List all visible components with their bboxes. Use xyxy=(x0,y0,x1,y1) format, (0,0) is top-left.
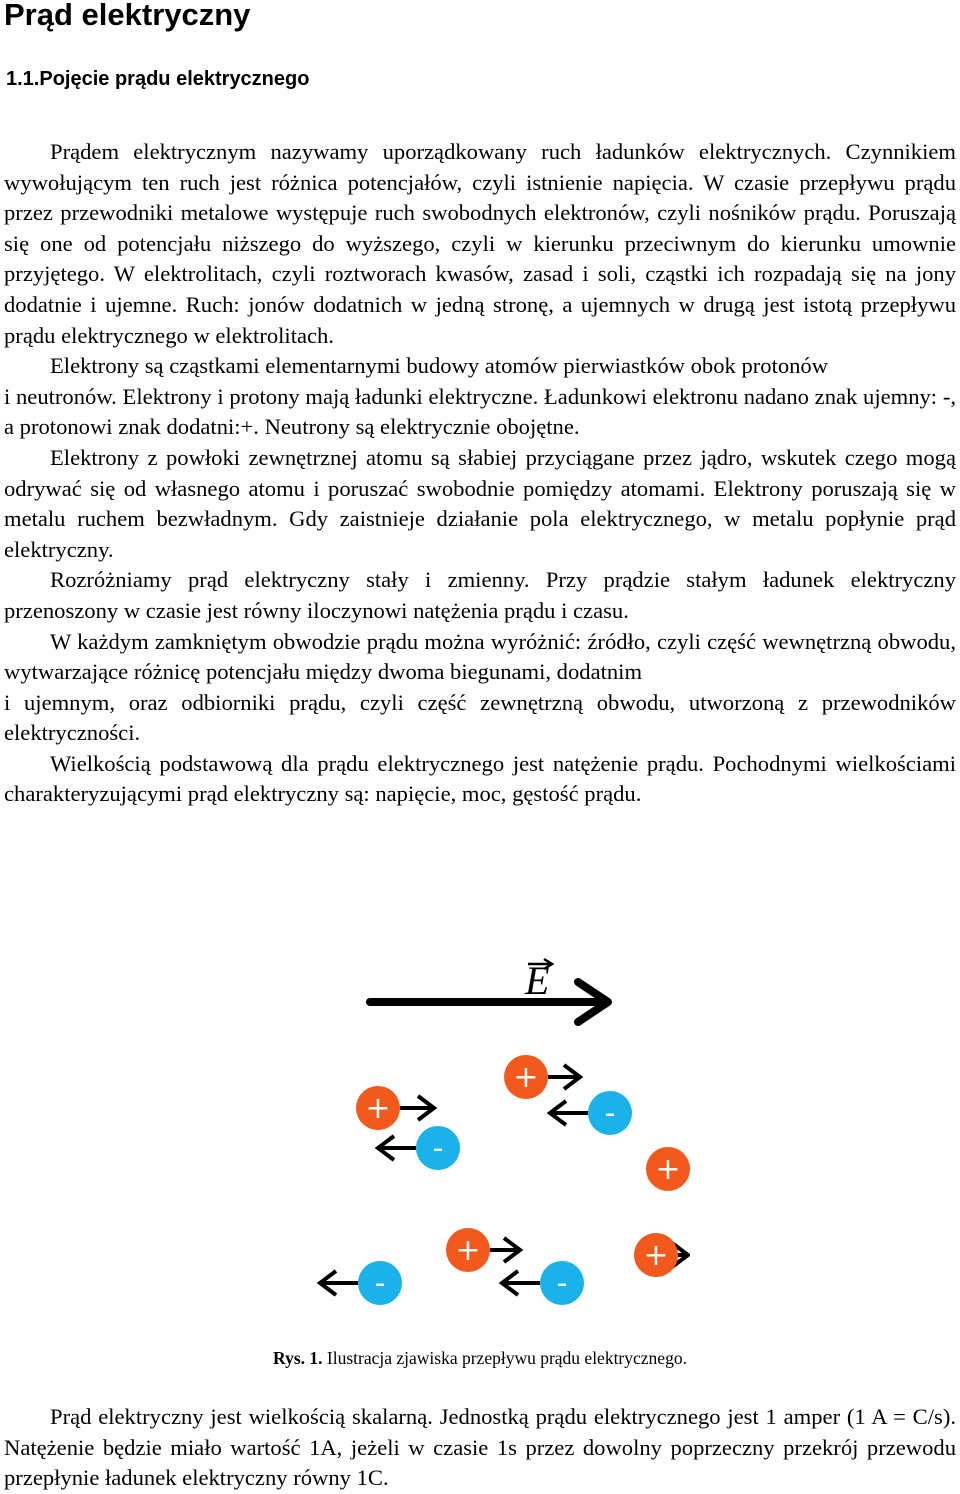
svg-text:+: + xyxy=(365,1091,391,1126)
positive-charge-5 xyxy=(634,1233,688,1277)
negative-charge-3 xyxy=(320,1261,402,1305)
paragraph-free-electrons: Elektrony z powłoki zewnętrznej atomu są słabiej przyciągane przez jądro, wskutek czego mogą odrywać się od własnego atomu i poruszać swobodnie pomiędzy atomami. Elektrony poruszają się w metalu ruchem bezwładnym. Gdy zaistnieje działanie pola elektrycznego, w metalu popłynie prąd elektryczny. xyxy=(4,444,956,562)
negative-charge-4 xyxy=(502,1261,584,1305)
paragraph-quantities: Wielkością podstawową dla prądu elektrycznego jest natężenie prądu. Pochodnymi wielkościami charakteryzującymi prąd elektryczny są: napięcie, moc, gęstość prądu. xyxy=(4,750,956,807)
positive-charge-1 xyxy=(356,1086,434,1130)
paragraph-circuit-receivers: i ujemnym, oraz odbiorniki prądu, czyli część zewnętrzną obwodu, utworzoną z przewodników elektryczności. xyxy=(4,689,956,746)
current-flow-figure xyxy=(310,950,690,1320)
paragraph-electrons-intro: Elektrony są cząstkami elementarnymi budowy atomów pierwiastków obok protonów xyxy=(50,353,829,379)
svg-text:+: + xyxy=(513,1060,539,1095)
figure-caption xyxy=(0,1347,960,1369)
section-heading: 1.1.Pojęcie prądu elektrycznego xyxy=(6,68,310,90)
paragraph-unit-ampere: Prąd elektryczny jest wielkością skalarną. Jednostką prądu elektrycznego jest 1 amper (1 A = C/s). Natężenie będzie miało wartość 1A, jeżeli w czasie 1s przez dowolny poprzeczny przekrój przewodu przepłynie ładunek elektryczny równy 1C. xyxy=(4,1404,956,1491)
field-symbol: E xyxy=(525,958,550,1003)
negative-sign: - xyxy=(374,1266,386,1301)
paragraph-current-definition: Prądem elektrycznym nazywamy uporządkowany ruch ładunków elektrycznych. Czynnikiem wywołującym ten ruch jest różnica potencjałów, czyli istnienie napięcia. W czasie przepływu prądu przez przewodniki metalowe występuje ruch swobodnych elektronów, czyli nośników prądu. Poruszają się one od potencjału niższego do wyższego, czyli w kierunku przeciwnym do kierunku umownie przyjętego. W elektrolitach, czyli roztworach kwasów, zasad i soli, cząstki ich rozpadają się na jony dodatnie i ujemne. Ruch: jonów dodatnich w jedną stronę, a ujemnych w drugą jest istotą przepływu prądu elektrycznego w elektrolitach. xyxy=(4,139,956,348)
negative-sign: - xyxy=(432,1131,444,1166)
negative-charge-1 xyxy=(550,1091,632,1135)
positive-charge-3 xyxy=(646,1147,690,1191)
page-title: Prąd elektryczny xyxy=(4,0,251,32)
negative-sign: - xyxy=(556,1266,568,1301)
positive-charge-4 xyxy=(446,1228,520,1272)
paragraph-dc-ac: Rozróżniamy prąd elektryczny stały i zmienny. Przy prądzie stałym ładunek elektryczny przenoszony w czasie jest równy iloczynowi natężenia prądu i czasu. xyxy=(4,567,956,623)
figure-caption-label: Rys. 1. xyxy=(273,1348,323,1368)
positive-charge-2 xyxy=(504,1055,580,1099)
positive-sign: + xyxy=(655,1152,681,1187)
positive-sign: + xyxy=(455,1233,481,1268)
positive-sign: + xyxy=(643,1238,669,1273)
text-block-top xyxy=(4,137,956,810)
text-block-bottom xyxy=(4,1402,956,1494)
negative-charge-2 xyxy=(378,1126,460,1170)
current-flow-diagram xyxy=(310,950,690,1320)
paragraph-circuit-source: W każdym zamkniętym obwodzie prądu można wyróżnić: źródło, czyli część wewnętrzną obwodu, wytwarzające różnicę potencjału między dwoma biegunami, dodatnim xyxy=(4,628,956,685)
negative-sign: - xyxy=(604,1096,616,1131)
figure-caption-text: Ilustracja zjawiska przepływu prądu elektrycznego. xyxy=(322,1348,687,1368)
electric-field-arrow xyxy=(370,958,608,1022)
paragraph-charges: i neutronów. Elektrony i protony mają ładunki elektryczne. Ładunkowi elektronu nadano znak ujemny: -, a protonowi znak dodatni:+. Neutrony są elektrycznie obojętne. xyxy=(4,383,956,440)
